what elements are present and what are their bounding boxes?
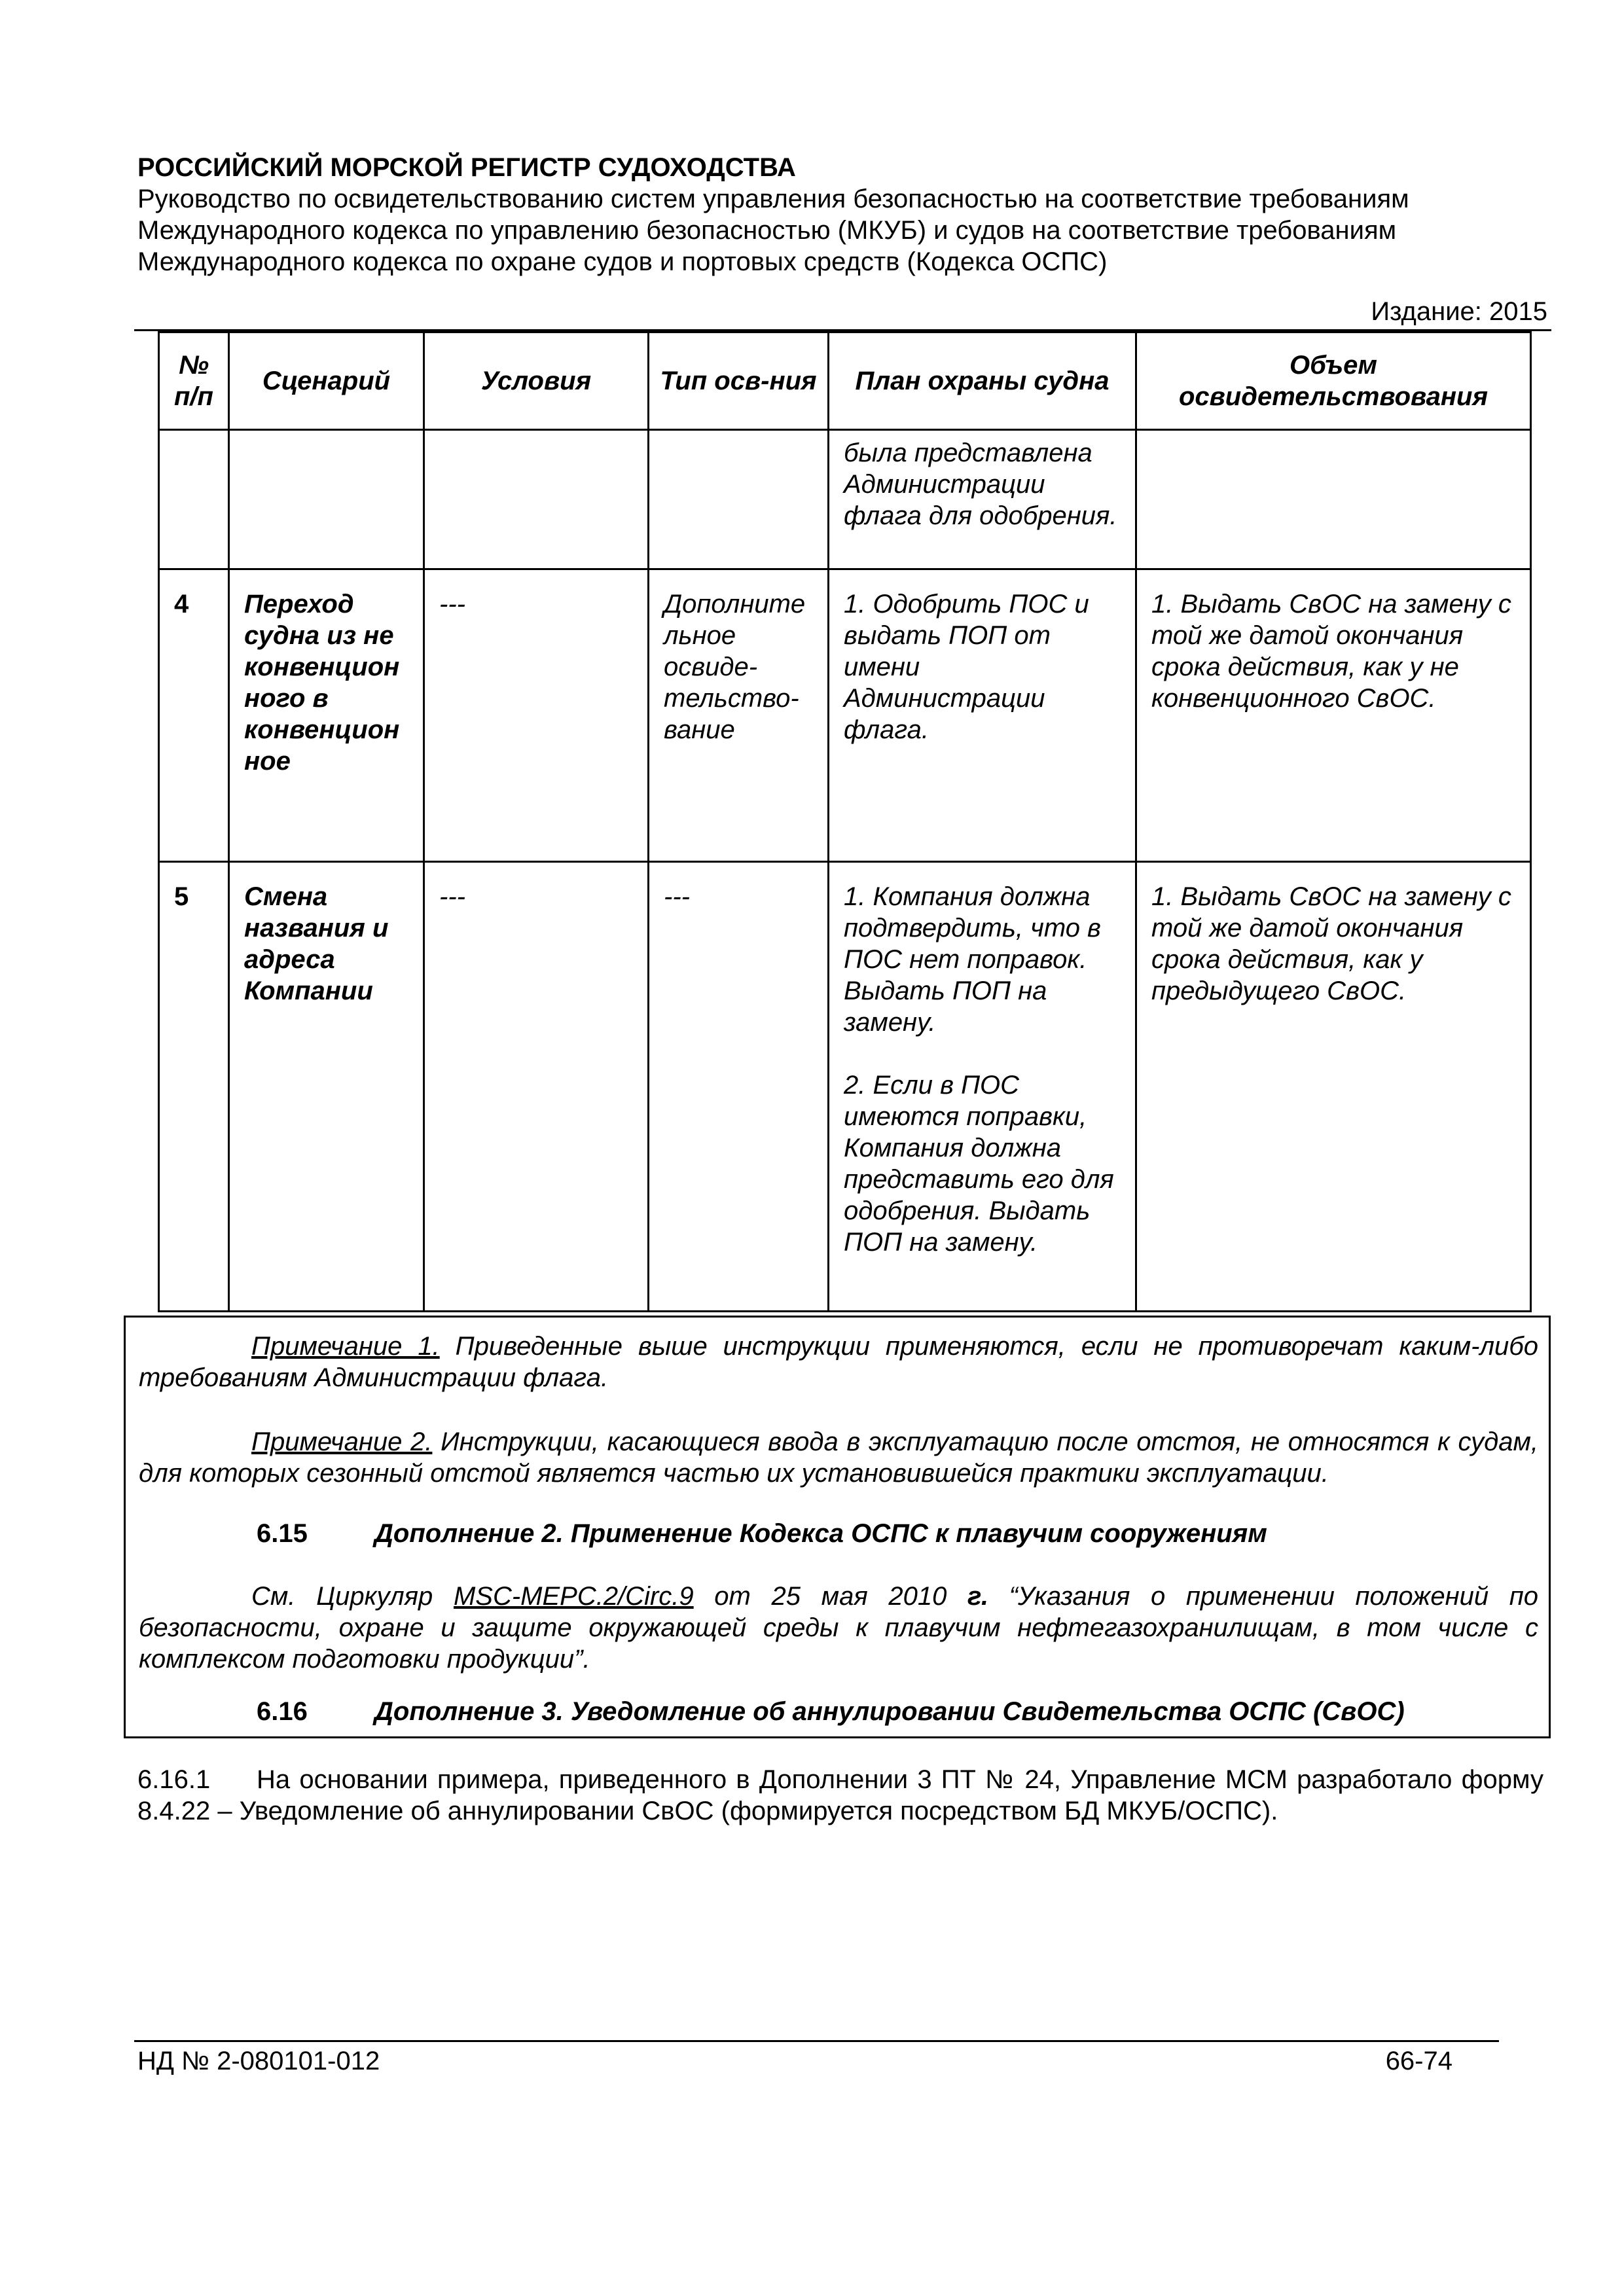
cell-plan: 1. Одобрить ПОС и выдать ПОП от имени Администрации флага. [829,569,1136,862]
note-2-label: Примечание 2. [251,1427,433,1456]
cell-scenario: Переход судна из не конвенцион ного в конвенцион ное [229,569,424,862]
paragraph-text: На основании примера, приведенного в Дополнении 3 ПТ № 24, Управление МСМ разработало форму 8.4.22 – Уведомление об аннулировании СвОС (формируется посредством БД МКУБ/ОСПС). [137,1765,1543,1825]
note-2-text: Инструкции, касающиеся ввода в эксплуатацию после отстоя, не относятся к судам, для которых сезонный отстой является частью их установившейся практики эксплуатации. [139,1427,1538,1488]
circular-pre: См. Циркуляр [251,1582,454,1611]
subtitle-line-3: Международного кодекса по охране судов и портовых средств (Кодекса ОСПС) [137,247,1108,276]
section-6-15 [257,1518,1267,1549]
cell-type: --- [649,862,829,1312]
note-1-label: Примечание 1. [251,1332,440,1361]
document-header [137,152,1545,278]
note-1 [139,1331,1538,1393]
cell-scope [1136,430,1531,569]
notes-box [124,1316,1551,1738]
note-2 [139,1426,1538,1489]
cell-num [159,430,229,569]
cell-plan: была представлена Администрации флага для одобрения. [829,430,1136,569]
page-number: 66-74 [1385,2047,1453,2075]
doc-number: НД № 2-080101-012 [137,2047,380,2075]
section-6-15-title: Дополнение 2. Применение Кодекса ОСПС к плавучим сооружениям [374,1519,1267,1548]
plan-item-2: 2. Если в ПОС имеются поправки, Компания должна представить его для одобрения. Выдать ПОП на замену. [844,1071,1114,1257]
table-header-row [159,332,1531,430]
subtitle-line-2: Международного кодекса по управлению безопасностью (МКУБ) и судов на соответствие требованиям [137,216,1397,245]
footer-divider [134,2040,1499,2042]
org-title: РОССИЙСКИЙ МОРСКОЙ РЕГИСТР СУДОХОДСТВА [137,153,796,182]
scenario-table [158,331,1532,1312]
table-row [159,862,1531,1312]
paragraph-6-16-1 [137,1764,1543,1827]
circular-reference [139,1581,1538,1675]
header-plan: План охраны судна [829,332,1136,430]
subtitle-line-1: Руководство по освидетельствованию систем управления безопасностью на соответствие требованиям [137,185,1409,213]
cell-scope: 1. Выдать СвОС на замену с той же датой окончания срока действия, как у предыдущего СвОС. [1136,862,1531,1312]
cell-scenario [229,430,424,569]
circular-quote: “Указания о применении положений по безопасности, охране и защите окружающей среды к плавучим нефтегазохранилищам, в том числе с комплексом подготовки продукции”. [139,1582,1538,1674]
cell-num: 5 [159,862,229,1312]
table-row [159,430,1531,569]
note-1-text: Приведенные выше инструкции применяются, если не противоречат каким-либо требованиям Администрации флага. [139,1332,1539,1392]
cell-type [649,430,829,569]
edition-label: Издание: 2015 [1371,297,1547,326]
circular-g: г. [967,1582,988,1611]
header-type: Тип осв-ния [649,332,829,430]
section-6-16-title: Дополнение 3. Уведомление об аннулировании Свидетельства ОСПС (СвОС) [374,1697,1405,1726]
cell-scope: 1. Выдать СвОС на замену с той же датой окончания срока действия, как у не конвенционного СвОС. [1136,569,1531,862]
section-6-15-number: 6.15 [257,1519,308,1548]
section-6-16-number: 6.16 [257,1697,308,1726]
table-row [159,569,1531,862]
header-scope: Объем освидетельствования [1136,332,1531,430]
header-num: № п/п [159,332,229,430]
cell-conditions [424,430,649,569]
section-6-16 [257,1696,1405,1727]
cell-conditions: --- [424,569,649,862]
cell-conditions: --- [424,862,649,1312]
circular-mid: от 25 мая 2010 [693,1582,968,1611]
circular-link: MSC-MEPC.2/Circ.9 [453,1582,694,1611]
cell-plan [829,862,1136,1312]
header-conditions: Условия [424,332,649,430]
cell-num: 4 [159,569,229,862]
cell-scenario: Смена названия и адреса Компании [229,862,424,1312]
paragraph-number: 6.16.1 [137,1765,211,1794]
plan-item-1: 1. Компания должна подтвердить, что в ПОС нет поправок. Выдать ПОП на замену. [844,882,1101,1037]
cell-type: Дополните льное освиде- тельство- вание [649,569,829,862]
header-scenario: Сценарий [229,332,424,430]
